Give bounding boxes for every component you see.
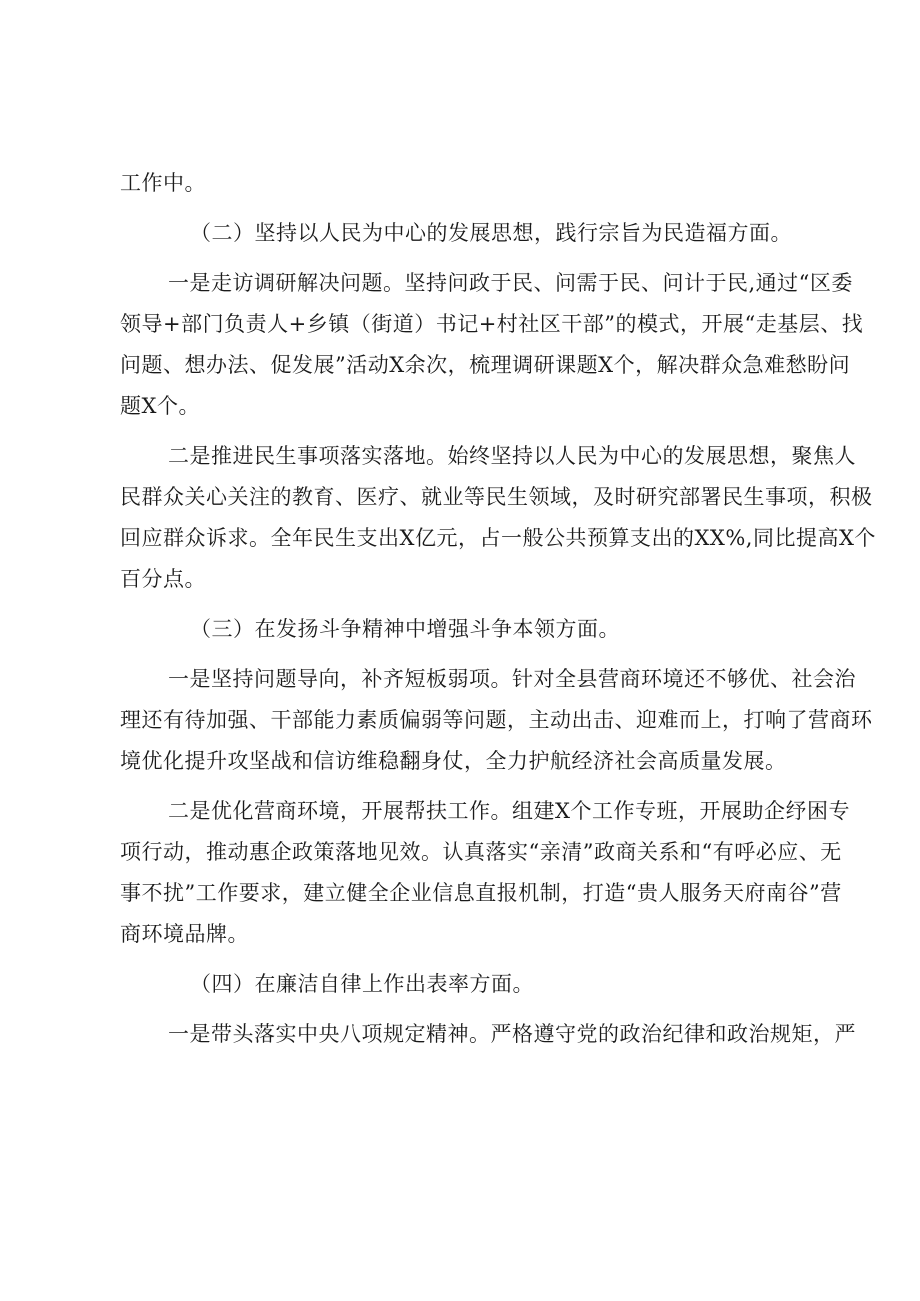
section-heading <box>120 964 812 1005</box>
text-line: 事不扰”工作要求，建立健全企业信息直报机制，打造“贵人服务天府南谷”营 <box>120 881 842 905</box>
text-line: 一是走访调研解决问题。坚持问政于民、问需于民、问计于民,通过“区委 <box>168 271 853 295</box>
paragraph <box>120 263 864 427</box>
text-line: 境优化提升攻坚战和信访维稳翻身仗，全力护航经济社会高质量发展。 <box>120 749 787 773</box>
text-line: 二是优化营商环境，开展帮扶工作。组建X个工作专班，开展助企纾困专 <box>168 799 850 823</box>
paragraph <box>120 1014 856 1055</box>
text-line: 项行动，推动惠企政策落地见效。认真落实“亲清”政商关系和“有呼必应、无 <box>120 840 842 864</box>
paragraph-continuation <box>120 163 812 204</box>
text-line: 二是推进民生事项落实落地。始终坚持以人民为中心的发展思想，聚焦人 <box>168 444 856 468</box>
heading-line: （四）在廉洁自律上作出表率方面。 <box>190 972 534 996</box>
text-line: 回应群众诉求。全年民生支出X亿元，占一般公共预算支出的XX%,同比提高X个 <box>120 526 876 550</box>
text-line: 一是坚持问题导向，补齐短板弱项。针对全县营商环境还不够优、社会治 <box>168 667 856 691</box>
text-line: 领导+部门负责人+乡镇（街道）书记+村社区干部”的模式，开展“走基层、找 <box>120 312 864 336</box>
document-body <box>120 163 876 1055</box>
section-heading <box>120 609 812 650</box>
heading-line: （三）在发扬斗争精神中增强斗争本领方面。 <box>190 617 620 641</box>
heading-line: （二）坚持以人民为中心的发展思想，践行宗旨为民造福方面。 <box>190 221 792 245</box>
text-line: 工作中。 <box>120 171 206 195</box>
text-line: 一是带头落实中央八项规定精神。严格遵守党的政治纪律和政治规矩，严 <box>168 1022 856 1046</box>
text-line: 理还有待加强、干部能力素质偏弱等问题，主动出击、迎难而上，打响了营商环 <box>120 708 873 732</box>
text-line: 问题、想办法、促发展”活动X余次，梳理调研课题X个，解决群众急难愁盼问 <box>120 353 851 377</box>
paragraph <box>120 791 850 955</box>
text-line: 商环境品牌。 <box>120 922 249 946</box>
section-heading <box>120 213 812 254</box>
text-line: 题X个。 <box>120 394 200 418</box>
paragraph <box>120 659 873 782</box>
text-line: 民群众关心关注的教育、医疗、就业等民生领域，及时研究部署民生事项，积极 <box>120 485 873 509</box>
paragraph <box>120 436 876 600</box>
text-line: 百分点。 <box>120 567 206 591</box>
